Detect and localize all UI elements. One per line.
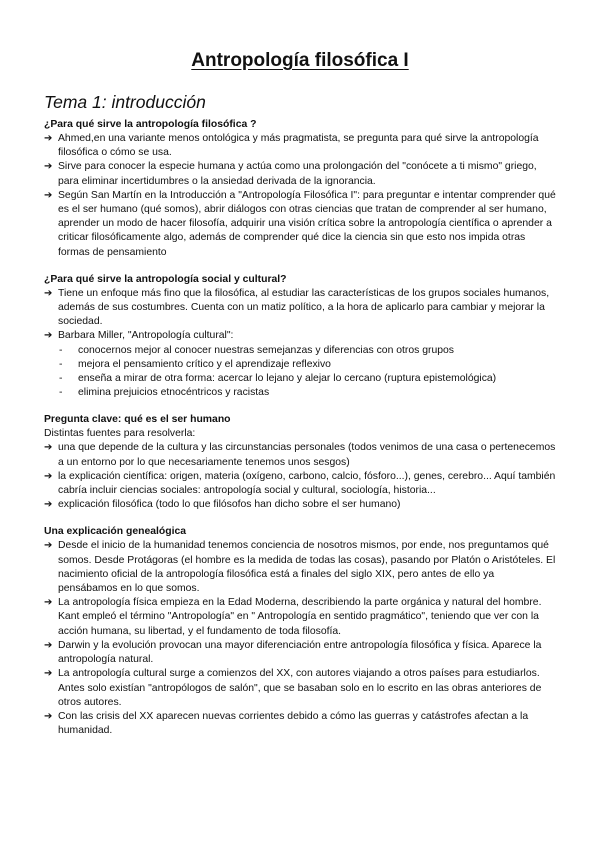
section-intro: Distintas fuentes para resolverla: bbox=[44, 428, 196, 440]
section-heading: ¿Para qué sirve la antropología filosófica ? bbox=[44, 119, 257, 130]
arrow-bullet-icon: ➔ bbox=[44, 597, 53, 609]
list-item bbox=[44, 498, 556, 512]
dash-bullet-icon: - bbox=[59, 344, 63, 356]
arrow-bullet-icon: ➔ bbox=[44, 668, 53, 680]
list-item-text: Sirve para conocer la especie humana y actúa como una prolongación del "conócete a ti mismo" griego, para eliminar incertidumbres o la ansiedad derivada de la ignorancia. bbox=[58, 161, 537, 187]
section-heading: ¿Para qué sirve la antropología social y cultural? bbox=[44, 273, 287, 285]
list-item-text: La antropología cultural surge a comienzos del XX, con autores viajando a otros países para estudiarlos. Antes solo existían "antropólogos de salón", que se basaban solo en lo escrito en las obras anteriores de otros autores. bbox=[58, 668, 542, 708]
sub-list-item-text: enseña a mirar de otra forma: acercar lo lejano y alejar lo cercano (ruptura epistemológica) bbox=[78, 373, 497, 385]
list-item-text: una que depende de la cultura y las circunstancias personales (todos venimos de una casa o pertenecemos a un entorno por lo que necesariamente tenemos unos sesgos) bbox=[58, 442, 556, 468]
list-item bbox=[44, 667, 556, 710]
arrow-bullet-icon: ➔ bbox=[44, 161, 53, 173]
arrow-bullet-icon: ➔ bbox=[44, 330, 53, 342]
sub-list-item-text: elimina prejuicios etnocéntricos y racistas bbox=[78, 387, 270, 399]
section-title: Tema 1: introducción bbox=[44, 92, 206, 112]
section-key-question bbox=[44, 413, 556, 512]
list-item-text: la explicación científica: origen, materia (oxígeno, carbono, calcio, fósforo...), genes, cerebro... Aquí también cabría incluir ciencias sociales: antropología social y cultural, sociología, historia... bbox=[58, 470, 556, 497]
arrow-bullet-icon: ➔ bbox=[44, 189, 53, 201]
list-item-text: Tiene un enfoque más fino que la filosófica, al estudiar las características de los grupos sociales humanos, además de sus costumbres. Cuenta con un matiz político, a la hora de aplicarlo para cambiar y mejorar la sociedad. bbox=[58, 287, 550, 328]
bullet-list bbox=[44, 132, 556, 260]
dash-bullet-icon: - bbox=[59, 387, 63, 399]
list-item-text: Con las crisis del XX aparecen nuevas corrientes debido a cómo las guerras y catástrofes afectan a la humanidad. bbox=[58, 710, 529, 737]
section-genealogical bbox=[44, 525, 556, 738]
arrow-bullet-icon: ➔ bbox=[44, 710, 53, 722]
sub-list-item bbox=[44, 358, 556, 372]
list-item bbox=[44, 441, 556, 469]
arrow-bullet-icon: ➔ bbox=[44, 540, 53, 552]
section-social-cultural bbox=[44, 273, 556, 401]
arrow-bullet-icon: ➔ bbox=[44, 639, 53, 651]
sub-list-item bbox=[44, 344, 556, 358]
bullet-list bbox=[44, 539, 556, 738]
list-item bbox=[44, 639, 556, 667]
list-item-text: explicación filosófica (todo lo que filósofos han dicho sobre el ser humano) bbox=[58, 499, 401, 511]
list-item bbox=[44, 596, 556, 639]
arrow-bullet-icon: ➔ bbox=[44, 499, 53, 511]
dash-bullet-icon: - bbox=[59, 358, 63, 370]
document-title: Antropología filosófica I bbox=[191, 50, 409, 71]
arrow-bullet-icon: ➔ bbox=[44, 442, 53, 454]
list-item bbox=[44, 160, 556, 188]
list-item-text: Ahmed,en una variante menos ontológica y más pragmatista, se pregunta para qué sirve la antropología filosófica o cómo se usa. bbox=[58, 133, 539, 159]
list-item bbox=[44, 287, 556, 330]
sub-list-item bbox=[44, 386, 556, 400]
list-item bbox=[44, 539, 556, 596]
sub-list-item-text: conocernos mejor al conocer nuestras semejanzas y diferencias con otros grupos bbox=[78, 344, 454, 356]
arrow-bullet-icon: ➔ bbox=[44, 287, 53, 299]
list-item-text: La antropología física empieza en la Edad Moderna, describiendo la parte orgánica y natural del hombre. Kant empleó el término "Antropología" en " Antropología en sentido pragmático", teniendo que ver con la acción humana, su libertad, y el fundamento de toda filosofía. bbox=[58, 597, 542, 637]
section-heading: Una explicación genealógica bbox=[44, 526, 187, 538]
list-item bbox=[44, 189, 556, 260]
list-item bbox=[44, 470, 556, 498]
list-item-text: Barbara Miller, "Antropología cultural": bbox=[58, 330, 234, 342]
arrow-bullet-icon: ➔ bbox=[44, 470, 53, 482]
section-heading: Pregunta clave: qué es el ser humano bbox=[44, 414, 231, 426]
dash-bullet-icon: - bbox=[59, 373, 63, 385]
list-item-text: Darwin y la evolución provocan una mayor diferenciación entre antropología filosófica y física. Aparece la antropología natural. bbox=[58, 639, 542, 666]
sub-bullet-list bbox=[44, 344, 556, 401]
list-item-text: Desde el inicio de la humanidad tenemos conciencia de nosotros mismos, por ende, nos preguntamos qué somos. Desde Protágoras (el hombre es la medida de todas las cosas), pasando por Platón o Aristóteles. El nacimiento oficial de la antropología filosófica está a finales del siglo XIX, pero antes de ello ya pensábamos en lo que somos. bbox=[58, 540, 556, 595]
sub-list-item-text: mejora el pensamiento crítico y el aprendizaje reflexivo bbox=[78, 358, 331, 370]
bullet-list bbox=[44, 287, 556, 344]
list-item bbox=[44, 710, 556, 738]
sub-list-item bbox=[44, 372, 556, 386]
bullet-list bbox=[44, 441, 556, 512]
arrow-bullet-icon: ➔ bbox=[44, 133, 53, 144]
list-item bbox=[44, 132, 556, 160]
section-philosophical bbox=[44, 118, 556, 260]
list-item bbox=[44, 329, 556, 343]
list-item-text: Según San Martín en la Introducción a "Antropología Filosófica I": para preguntar e intentar comprender qué es el ser humano (qué somos), abrir diálogos con otras ciencias que tratan de comprender al ser humano, aprender un modo de hacer filosofía, adquirir una visión crítica sobre la antropología científica o aprender a criticar filosóficamente algo, además de comprender qué dice la ciencia sin que esto nos impida otras formas de pensamiento bbox=[58, 189, 556, 258]
